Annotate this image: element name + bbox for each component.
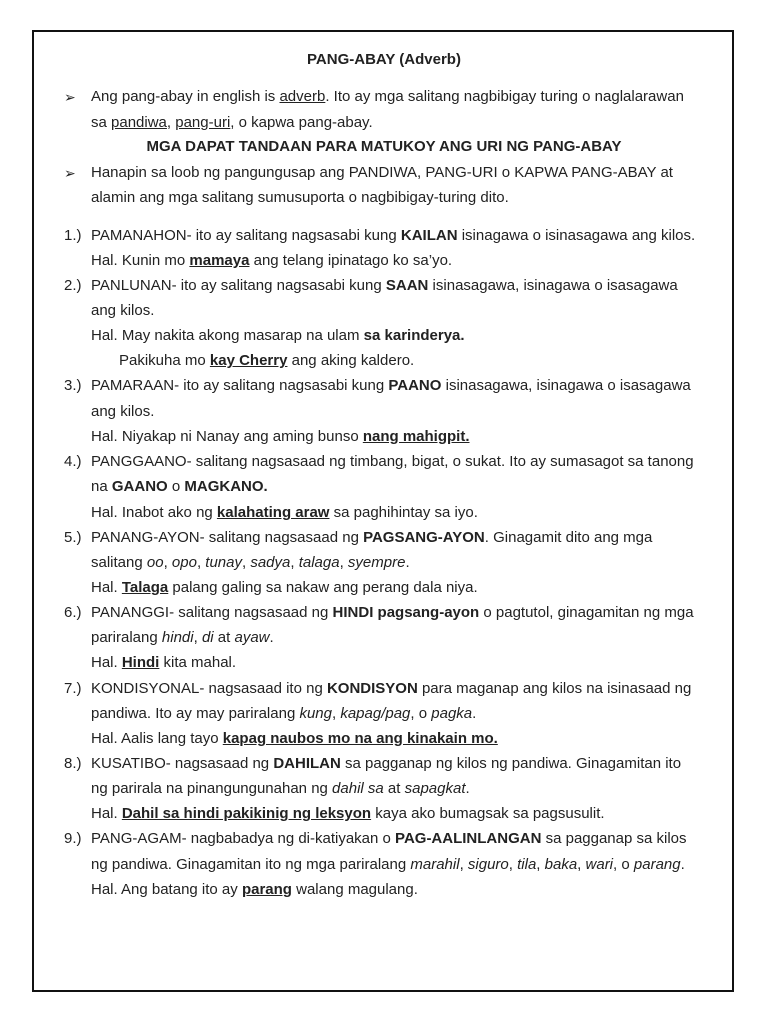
item-3-example: Hal. Niyakap ni Nanay ang aming bunso nang mahigpit.: [91, 428, 470, 445]
item-9-example: Hal. Ang batang ito ay parang walang magulang.: [91, 881, 418, 898]
item-number: 9.): [64, 830, 82, 847]
item-6-definition-cont: pariralang hindi, di at ayaw.: [91, 629, 274, 646]
item-2-definition: PANLUNAN- ito ay salitang nagsasabi kung SAAN isinasagawa, isinagawa o isasagawa: [91, 277, 678, 294]
item-8-example: Hal. Dahil sa hindi pakikinig ng leksyon kaya ako bumagsak sa pagsusulit.: [91, 805, 605, 822]
item-1-example: Hal. Kunin mo mamaya ang telang ipinatago ko sa’yo.: [91, 252, 453, 269]
item-number: 1.): [64, 227, 82, 244]
item-4-example: Hal. Inabot ako ng kalahating araw sa paghihintay sa iyo.: [91, 504, 478, 521]
item-number: 3.): [64, 377, 82, 394]
arrow-bullet-icon: ➢: [64, 165, 76, 181]
item-3-definition: PAMARAAN- ito ay salitang nagsasabi kung PAANO isinasagawa, isinagawa o isasagawa: [91, 377, 691, 394]
item-number: 2.): [64, 277, 82, 294]
tip-line-1: Hanapin sa loob ng pangungusap ang PANDIWA, PANG-URI o KAPWA PANG-ABAY at: [91, 164, 673, 181]
item-4-definition: PANGGAANO- salitang nagsasaad ng timbang, bigat, o sukat. Ito ay sumasagot sa tanong: [91, 453, 694, 470]
tip-line-2: alamin ang mga salitang sumusuporta o nagbibigay-turing dito.: [91, 189, 509, 206]
item-6-definition: PANANGGI- salitang nagsasaad ng HINDI pagsang-ayon o pagtutol, ginagamitan ng mga: [91, 604, 694, 621]
item-2-example-2: Pakikuha mo kay Cherry ang aking kaldero.: [119, 352, 415, 369]
item-9-definition-cont: ng pandiwa. Ginagamitan ito ng mga pariralang marahil, siguro, tila, baka, wari, o parang.: [91, 856, 685, 873]
item-8-definition-cont: ng parirala na pinangungunahan ng dahil sa at sapagkat.: [91, 780, 470, 797]
item-2-example: Hal. May nakita akong masarap na ulam sa karinderya.: [91, 327, 465, 344]
arrow-bullet-icon: ➢: [64, 89, 76, 105]
page-title: PANG-ABAY (Adverb): [307, 51, 461, 68]
intro-line-2: sa pandiwa, pang-uri, o kapwa pang-abay.: [91, 114, 373, 131]
section-subtitle: MGA DAPAT TANDAAN PARA MATUKOY ANG URI NG PANG-ABAY: [146, 138, 622, 155]
item-7-definition-cont: pandiwa. Ito ay may pariralang kung, kapag/pag, o pagka.: [91, 705, 477, 722]
item-number: 4.): [64, 453, 82, 470]
item-8-definition: KUSATIBO- nagsasaad ng DAHILAN sa pagganap ng kilos ng pandiwa. Ginagamitan ito: [91, 755, 682, 772]
item-number: 8.): [64, 755, 82, 772]
item-5-definition-cont: salitang oo, opo, tunay, sadya, talaga, syempre.: [91, 554, 410, 571]
item-7-example: Hal. Aalis lang tayo kapag naubos mo na ang kinakain mo.: [91, 730, 498, 747]
item-number: 7.): [64, 680, 82, 697]
item-2-definition-cont: ang kilos.: [91, 302, 155, 319]
item-1-definition: PAMANAHON- ito ay salitang nagsasabi kung KAILAN isinagawa o isinasagawa ang kilos.: [91, 227, 696, 244]
item-number: 5.): [64, 529, 82, 546]
item-5-example: Hal. Talaga palang galing sa nakaw ang perang dala niya.: [91, 579, 478, 596]
intro-line-1: Ang pang-abay in english is adverb. Ito ay mga salitang nagbibigay turing o naglalarawan: [91, 88, 684, 105]
item-3-definition-cont: ang kilos.: [91, 403, 155, 420]
item-6-example: Hal. Hindi kita mahal.: [91, 654, 237, 671]
item-5-definition: PANANG-AYON- salitang nagsasaad ng PAGSANG-AYON. Ginagamit dito ang mga: [91, 529, 653, 546]
item-9-definition: PANG-AGAM- nagbabadya ng di-katiyakan o PAG-AALINLANGAN sa pagganap sa kilos: [91, 830, 687, 847]
item-4-definition-cont: na GAANO o MAGKANO.: [91, 478, 268, 495]
item-number: 6.): [64, 604, 82, 621]
item-7-definition: KONDISYONAL- nagsasaad ito ng KONDISYON para maganap ang kilos na isinasaad ng: [91, 680, 692, 697]
